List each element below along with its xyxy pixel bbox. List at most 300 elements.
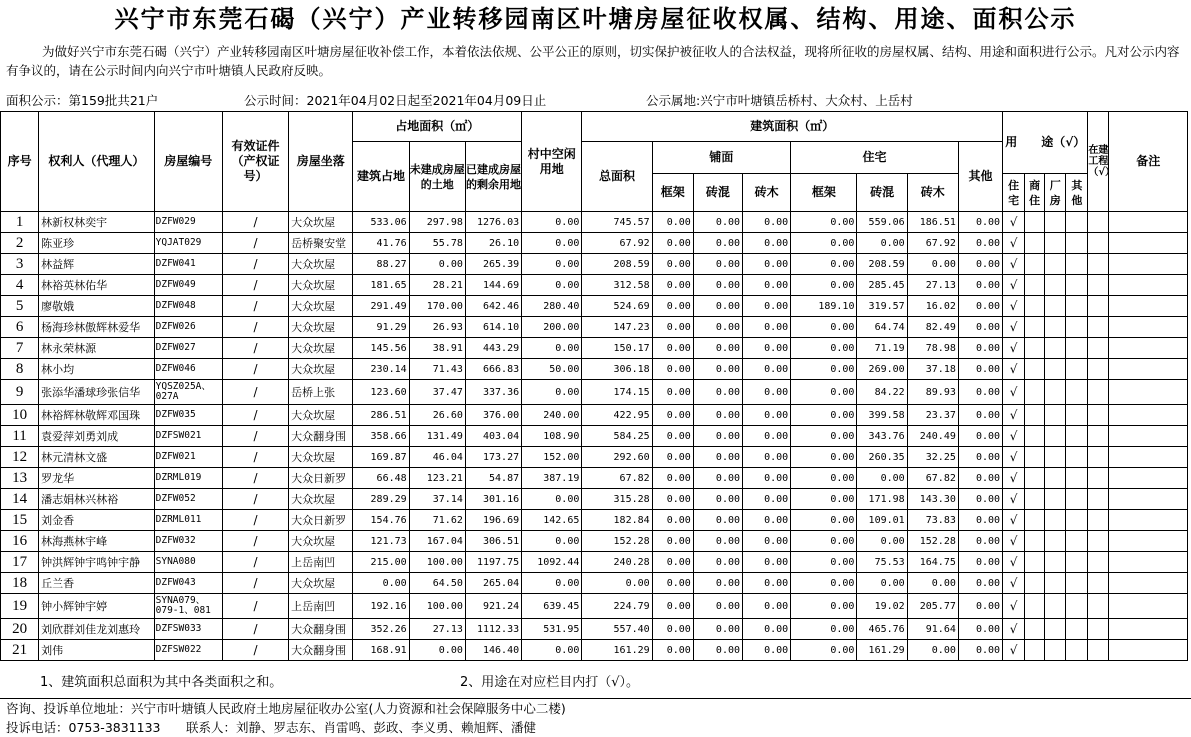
cell-hw: 186.51 — [907, 212, 958, 233]
cell-loc: 大众坎屋 — [289, 212, 353, 233]
cell-cert: / — [222, 468, 288, 489]
cell-unbuilt: 37.14 — [409, 489, 465, 510]
cell-empty — [1088, 233, 1109, 254]
cell-remain: 443.29 — [465, 338, 521, 359]
header-use-other: 其他 — [1066, 174, 1088, 212]
cell-empty — [1025, 619, 1045, 640]
cell-sf: 0.00 — [652, 380, 693, 405]
header-owner: 权利人（代理人） — [39, 112, 154, 212]
cell-total: 745.57 — [582, 212, 652, 233]
contact-phone: 投诉电话：0753-3831133 — [6, 720, 161, 735]
cell-code: DZFSW033 — [154, 619, 222, 640]
cell-build-land: 66.48 — [353, 468, 409, 489]
cell-empty — [1109, 468, 1188, 489]
cell-remain: 265.04 — [465, 573, 521, 594]
cell-empty — [1045, 317, 1066, 338]
header-shop: 铺面 — [652, 142, 791, 174]
cell-hf: 0.00 — [791, 489, 857, 510]
cell-owner: 杨海珍林傲辉林爱华 — [39, 317, 154, 338]
cell-empty — [1066, 640, 1088, 661]
cell-sw: 0.00 — [743, 447, 791, 468]
cell-code: DZFW026 — [154, 317, 222, 338]
cell-village: 531.95 — [522, 619, 582, 640]
cell-remain: 1112.33 — [465, 619, 521, 640]
cell-village: 0.00 — [522, 380, 582, 405]
cell-cert: / — [222, 489, 288, 510]
table-row — [1, 510, 1188, 531]
cell-other: 0.00 — [958, 254, 1002, 275]
cell-build-land: 123.60 — [353, 380, 409, 405]
cell-hb: 559.06 — [857, 212, 907, 233]
cell-empty — [1109, 573, 1188, 594]
cell-cert: / — [222, 552, 288, 573]
cell-idx: 7 — [1, 338, 39, 359]
header-location: 房屋坐落 — [289, 112, 353, 212]
cell-village: 0.00 — [522, 531, 582, 552]
cell-sb: 0.00 — [693, 359, 742, 380]
cell-code: YQJAT029 — [154, 233, 222, 254]
page-title: 兴宁市东莞石碣（兴宁）产业转移园南区叶塘房屋征收权属、结构、用途、面积公示 — [114, 4, 1077, 33]
cell-empty — [1066, 338, 1088, 359]
cell-hb: 319.57 — [857, 296, 907, 317]
cell-loc: 大众坎屋 — [289, 317, 353, 338]
cell-remain: 1197.75 — [465, 552, 521, 573]
cell-hb: 64.74 — [857, 317, 907, 338]
cell-empty — [1045, 275, 1066, 296]
cell-build-land: 168.91 — [353, 640, 409, 661]
cell-loc: 大众翻身围 — [289, 619, 353, 640]
table-row — [1, 640, 1188, 661]
cell-sw: 0.00 — [743, 317, 791, 338]
cell-mark: √ — [1003, 359, 1025, 380]
cell-empty — [1088, 447, 1109, 468]
cell-loc: 大众坎屋 — [289, 573, 353, 594]
cell-hb: 0.00 — [857, 233, 907, 254]
cell-code: DZRML011 — [154, 510, 222, 531]
cell-total: 224.79 — [582, 594, 652, 619]
cell-village: 240.00 — [522, 405, 582, 426]
cell-owner: 潘志娟林兴林裕 — [39, 489, 154, 510]
cell-empty — [1066, 552, 1088, 573]
cell-sf: 0.00 — [652, 573, 693, 594]
cell-idx: 16 — [1, 531, 39, 552]
cell-owner: 刘伟 — [39, 640, 154, 661]
cell-hw: 82.49 — [907, 317, 958, 338]
cell-empty — [1088, 338, 1109, 359]
cell-other: 0.00 — [958, 275, 1002, 296]
cell-empty — [1045, 212, 1066, 233]
cell-sf: 0.00 — [652, 531, 693, 552]
cell-total: 306.18 — [582, 359, 652, 380]
cell-empty — [1088, 212, 1109, 233]
cell-empty — [1066, 489, 1088, 510]
cell-empty — [1066, 380, 1088, 405]
cell-empty — [1109, 380, 1188, 405]
cell-village: 387.19 — [522, 468, 582, 489]
cell-owner: 林海燕林宇峰 — [39, 531, 154, 552]
cell-unbuilt: 100.00 — [409, 594, 465, 619]
cell-other: 0.00 — [958, 594, 1002, 619]
cell-loc: 上岳南凹 — [289, 552, 353, 573]
cell-sw: 0.00 — [743, 573, 791, 594]
cell-empty — [1025, 212, 1045, 233]
cell-hf: 0.00 — [791, 552, 857, 573]
header-house-code: 房屋编号 — [154, 112, 222, 212]
cell-remain: 26.10 — [465, 233, 521, 254]
cell-empty — [1109, 594, 1188, 619]
cell-hf: 0.00 — [791, 426, 857, 447]
cell-sb: 0.00 — [693, 317, 742, 338]
cell-hw: 152.28 — [907, 531, 958, 552]
cell-hb: 84.22 — [857, 380, 907, 405]
cell-empty — [1088, 317, 1109, 338]
cell-empty — [1109, 317, 1188, 338]
cell-cert: / — [222, 359, 288, 380]
cell-build-land: 0.00 — [353, 573, 409, 594]
cell-hb: 285.45 — [857, 275, 907, 296]
cell-owner: 陈亚珍 — [39, 233, 154, 254]
cell-hf: 189.10 — [791, 296, 857, 317]
header-residence-brick-concrete: 砖混 — [857, 174, 907, 212]
cell-hw: 78.98 — [907, 338, 958, 359]
cell-sb: 0.00 — [693, 640, 742, 661]
cell-cert: / — [222, 233, 288, 254]
cell-hb: 0.00 — [857, 573, 907, 594]
cell-hf: 0.00 — [791, 380, 857, 405]
cell-mark: √ — [1003, 296, 1025, 317]
cell-mark: √ — [1003, 426, 1025, 447]
cell-sw: 0.00 — [743, 531, 791, 552]
header-shop-frame: 框架 — [652, 174, 693, 212]
cell-mark: √ — [1003, 380, 1025, 405]
cell-empty — [1025, 296, 1045, 317]
cell-empty — [1045, 531, 1066, 552]
cell-hb: 269.00 — [857, 359, 907, 380]
cell-hw: 240.49 — [907, 426, 958, 447]
cell-idx: 20 — [1, 619, 39, 640]
cell-mark: √ — [1003, 468, 1025, 489]
cell-empty — [1045, 552, 1066, 573]
cell-empty — [1025, 338, 1045, 359]
header-use-factory: 厂房 — [1045, 174, 1066, 212]
cell-mark: √ — [1003, 640, 1025, 661]
cell-remain: 1276.03 — [465, 212, 521, 233]
cell-sb: 0.00 — [693, 468, 742, 489]
cell-cert: / — [222, 317, 288, 338]
cell-empty — [1045, 468, 1066, 489]
cell-empty — [1045, 619, 1066, 640]
cell-mark: √ — [1003, 275, 1025, 296]
cell-other: 0.00 — [958, 426, 1002, 447]
cell-empty — [1109, 233, 1188, 254]
cell-empty — [1025, 594, 1045, 619]
cell-empty — [1109, 447, 1188, 468]
cell-empty — [1025, 489, 1045, 510]
cell-mark: √ — [1003, 489, 1025, 510]
cell-code: DZFW052 — [154, 489, 222, 510]
expropriation-table — [0, 111, 1188, 661]
cell-loc: 岳桥聚安堂 — [289, 233, 353, 254]
cell-sw: 0.00 — [743, 233, 791, 254]
cell-sb: 0.00 — [693, 212, 742, 233]
cell-build-land: 358.66 — [353, 426, 409, 447]
cell-other: 0.00 — [958, 573, 1002, 594]
cell-empty — [1109, 640, 1188, 661]
cell-sw: 0.00 — [743, 359, 791, 380]
cell-unbuilt: 26.93 — [409, 317, 465, 338]
cell-unbuilt: 123.21 — [409, 468, 465, 489]
cell-hb: 161.29 — [857, 640, 907, 661]
intro-paragraph: 为做好兴宁市东莞石碣（兴宁）产业转移园南区叶塘房屋征收补偿工作，本着依法依规、公平公正的原则，切实保护被征收人的合法权益，现将所征收的房屋权属、结构、用途和面积进行公示。凡对公示内容有争议的，请在公示时间内向兴宁市叶塘镇人民政府反映。 — [6, 44, 1180, 78]
cell-hf: 0.00 — [791, 447, 857, 468]
cell-empty — [1088, 254, 1109, 275]
cell-hf: 0.00 — [791, 619, 857, 640]
cell-sb: 0.00 — [693, 380, 742, 405]
cell-idx: 4 — [1, 275, 39, 296]
cell-empty — [1045, 640, 1066, 661]
cell-total: 422.95 — [582, 405, 652, 426]
cell-loc: 大众翻身围 — [289, 426, 353, 447]
cell-hw: 27.13 — [907, 275, 958, 296]
cell-hw: 23.37 — [907, 405, 958, 426]
cell-loc: 大众坎屋 — [289, 359, 353, 380]
cell-empty — [1088, 640, 1109, 661]
table-row — [1, 359, 1188, 380]
cell-owner: 张添华潘球珍张信华 — [39, 380, 154, 405]
cell-sb: 0.00 — [693, 254, 742, 275]
cell-total: 174.15 — [582, 380, 652, 405]
cell-owner: 袁爱萍刘勇刘成 — [39, 426, 154, 447]
cell-sb: 0.00 — [693, 338, 742, 359]
cell-idx: 9 — [1, 380, 39, 405]
cell-sf: 0.00 — [652, 594, 693, 619]
cell-sf: 0.00 — [652, 254, 693, 275]
cell-remain: 642.46 — [465, 296, 521, 317]
cell-hw: 73.83 — [907, 510, 958, 531]
cell-sb: 0.00 — [693, 594, 742, 619]
cell-other: 0.00 — [958, 447, 1002, 468]
cell-village: 152.00 — [522, 447, 582, 468]
cell-hb: 71.19 — [857, 338, 907, 359]
cell-cert: / — [222, 640, 288, 661]
cell-empty — [1088, 359, 1109, 380]
cell-hb: 19.02 — [857, 594, 907, 619]
cell-hf: 0.00 — [791, 212, 857, 233]
cell-build-land: 291.49 — [353, 296, 409, 317]
cell-hf: 0.00 — [791, 594, 857, 619]
cell-unbuilt: 37.47 — [409, 380, 465, 405]
cell-mark: √ — [1003, 233, 1025, 254]
cell-village: 639.45 — [522, 594, 582, 619]
cell-cert: / — [222, 573, 288, 594]
header-residence: 住宅 — [791, 142, 959, 174]
cell-sf: 0.00 — [652, 317, 693, 338]
header-build-land: 建筑占地 — [353, 142, 409, 212]
cell-empty — [1088, 489, 1109, 510]
cell-empty — [1088, 619, 1109, 640]
cell-mark: √ — [1003, 573, 1025, 594]
cell-loc: 大众坎屋 — [289, 489, 353, 510]
cell-hf: 0.00 — [791, 254, 857, 275]
cell-other: 0.00 — [958, 640, 1002, 661]
cell-unbuilt: 26.60 — [409, 405, 465, 426]
cell-owner: 林元清林文盛 — [39, 447, 154, 468]
cell-empty — [1045, 338, 1066, 359]
cell-village: 0.00 — [522, 338, 582, 359]
cell-cert: / — [222, 619, 288, 640]
cell-cert: / — [222, 275, 288, 296]
cell-empty — [1045, 405, 1066, 426]
cell-loc: 大众坎屋 — [289, 531, 353, 552]
cell-hw: 16.02 — [907, 296, 958, 317]
cell-cert: / — [222, 212, 288, 233]
cell-empty — [1066, 573, 1088, 594]
cell-loc: 大众日新罗 — [289, 468, 353, 489]
cell-empty — [1109, 254, 1188, 275]
table-row — [1, 619, 1188, 640]
cell-empty — [1066, 510, 1088, 531]
cell-empty — [1045, 233, 1066, 254]
cell-sb: 0.00 — [693, 275, 742, 296]
cell-total: 292.60 — [582, 447, 652, 468]
cell-idx: 18 — [1, 573, 39, 594]
table-row — [1, 447, 1188, 468]
table-body — [1, 212, 1188, 661]
cell-sf: 0.00 — [652, 426, 693, 447]
cell-owner: 林永荣林源 — [39, 338, 154, 359]
header-use: 用 途（√） — [1003, 112, 1088, 174]
cell-idx: 1 — [1, 212, 39, 233]
cell-empty — [1066, 254, 1088, 275]
cell-hb: 0.00 — [857, 468, 907, 489]
cell-empty — [1025, 426, 1045, 447]
cell-unbuilt: 46.04 — [409, 447, 465, 468]
cell-empty — [1045, 594, 1066, 619]
cell-build-land: 533.06 — [353, 212, 409, 233]
cell-sf: 0.00 — [652, 338, 693, 359]
cell-mark: √ — [1003, 619, 1025, 640]
cell-sw: 0.00 — [743, 275, 791, 296]
cell-mark: √ — [1003, 447, 1025, 468]
cell-unbuilt: 297.98 — [409, 212, 465, 233]
cell-other: 0.00 — [958, 531, 1002, 552]
cell-empty — [1066, 317, 1088, 338]
table-row — [1, 426, 1188, 447]
cell-hf: 0.00 — [791, 573, 857, 594]
cell-remain: 173.27 — [465, 447, 521, 468]
cell-total: 524.69 — [582, 296, 652, 317]
cell-empty — [1088, 296, 1109, 317]
cell-remain: 301.16 — [465, 489, 521, 510]
cell-hb: 0.00 — [857, 531, 907, 552]
cell-remain: 196.69 — [465, 510, 521, 531]
cell-sf: 0.00 — [652, 275, 693, 296]
cell-empty — [1109, 359, 1188, 380]
cell-code: DZFW049 — [154, 275, 222, 296]
header-certificate: 有效证件（产权证号） — [222, 112, 288, 212]
cell-idx: 6 — [1, 317, 39, 338]
table-row — [1, 468, 1188, 489]
cell-empty — [1066, 531, 1088, 552]
cell-sw: 0.00 — [743, 468, 791, 489]
cell-idx: 13 — [1, 468, 39, 489]
cell-cert: / — [222, 510, 288, 531]
cell-remain: 146.40 — [465, 640, 521, 661]
cell-loc: 大众日新罗 — [289, 510, 353, 531]
cell-remain: 306.51 — [465, 531, 521, 552]
cell-village: 0.00 — [522, 233, 582, 254]
cell-remain: 337.36 — [465, 380, 521, 405]
notes-row — [0, 668, 1191, 699]
cell-hw: 143.30 — [907, 489, 958, 510]
table-row — [1, 573, 1188, 594]
cell-empty — [1045, 426, 1066, 447]
table-row — [1, 594, 1188, 619]
cell-mark: √ — [1003, 552, 1025, 573]
cell-village: 280.40 — [522, 296, 582, 317]
header-other-area: 其他 — [958, 142, 1002, 212]
cell-idx: 14 — [1, 489, 39, 510]
header-shop-brick-concrete: 砖混 — [693, 174, 742, 212]
header-index: 序号 — [1, 112, 39, 212]
cell-empty — [1025, 254, 1045, 275]
cell-mark: √ — [1003, 317, 1025, 338]
cell-empty — [1088, 468, 1109, 489]
cell-unbuilt: 100.00 — [409, 552, 465, 573]
cell-sb: 0.00 — [693, 531, 742, 552]
cell-total: 584.25 — [582, 426, 652, 447]
cell-empty — [1045, 489, 1066, 510]
cell-sf: 0.00 — [652, 468, 693, 489]
cell-empty — [1088, 573, 1109, 594]
cell-hf: 0.00 — [791, 359, 857, 380]
cell-sb: 0.00 — [693, 510, 742, 531]
cell-owner: 钟洪辉钟宇鸣钟宇静 — [39, 552, 154, 573]
cell-total: 152.28 — [582, 531, 652, 552]
cell-code: SYNA079、079-1、081 — [154, 594, 222, 619]
cell-total: 150.17 — [582, 338, 652, 359]
cell-owner: 林小均 — [39, 359, 154, 380]
cell-unbuilt: 131.49 — [409, 426, 465, 447]
cell-idx: 8 — [1, 359, 39, 380]
cell-village: 0.00 — [522, 212, 582, 233]
cell-loc: 大众坎屋 — [289, 447, 353, 468]
cell-sf: 0.00 — [652, 212, 693, 233]
cell-sw: 0.00 — [743, 489, 791, 510]
cell-owner: 刘金香 — [39, 510, 154, 531]
cell-empty — [1109, 212, 1188, 233]
cell-village: 0.00 — [522, 573, 582, 594]
cell-build-land: 181.65 — [353, 275, 409, 296]
cell-village: 200.00 — [522, 317, 582, 338]
cell-owner: 罗龙华 — [39, 468, 154, 489]
cell-sb: 0.00 — [693, 233, 742, 254]
cell-empty — [1025, 317, 1045, 338]
cell-remain: 376.00 — [465, 405, 521, 426]
table-row — [1, 489, 1188, 510]
cell-sb: 0.00 — [693, 489, 742, 510]
cell-build-land: 121.73 — [353, 531, 409, 552]
cell-empty — [1088, 594, 1109, 619]
cell-empty — [1066, 212, 1088, 233]
table-row — [1, 531, 1188, 552]
cell-unbuilt: 38.91 — [409, 338, 465, 359]
cell-owner: 林裕辉林敬辉邓国珠 — [39, 405, 154, 426]
cell-owner: 廖敬娥 — [39, 296, 154, 317]
cell-total: 312.58 — [582, 275, 652, 296]
note-1: 1、建筑面积总面积为其中各类面积之和。 — [40, 675, 283, 690]
cell-code: DZFW048 — [154, 296, 222, 317]
